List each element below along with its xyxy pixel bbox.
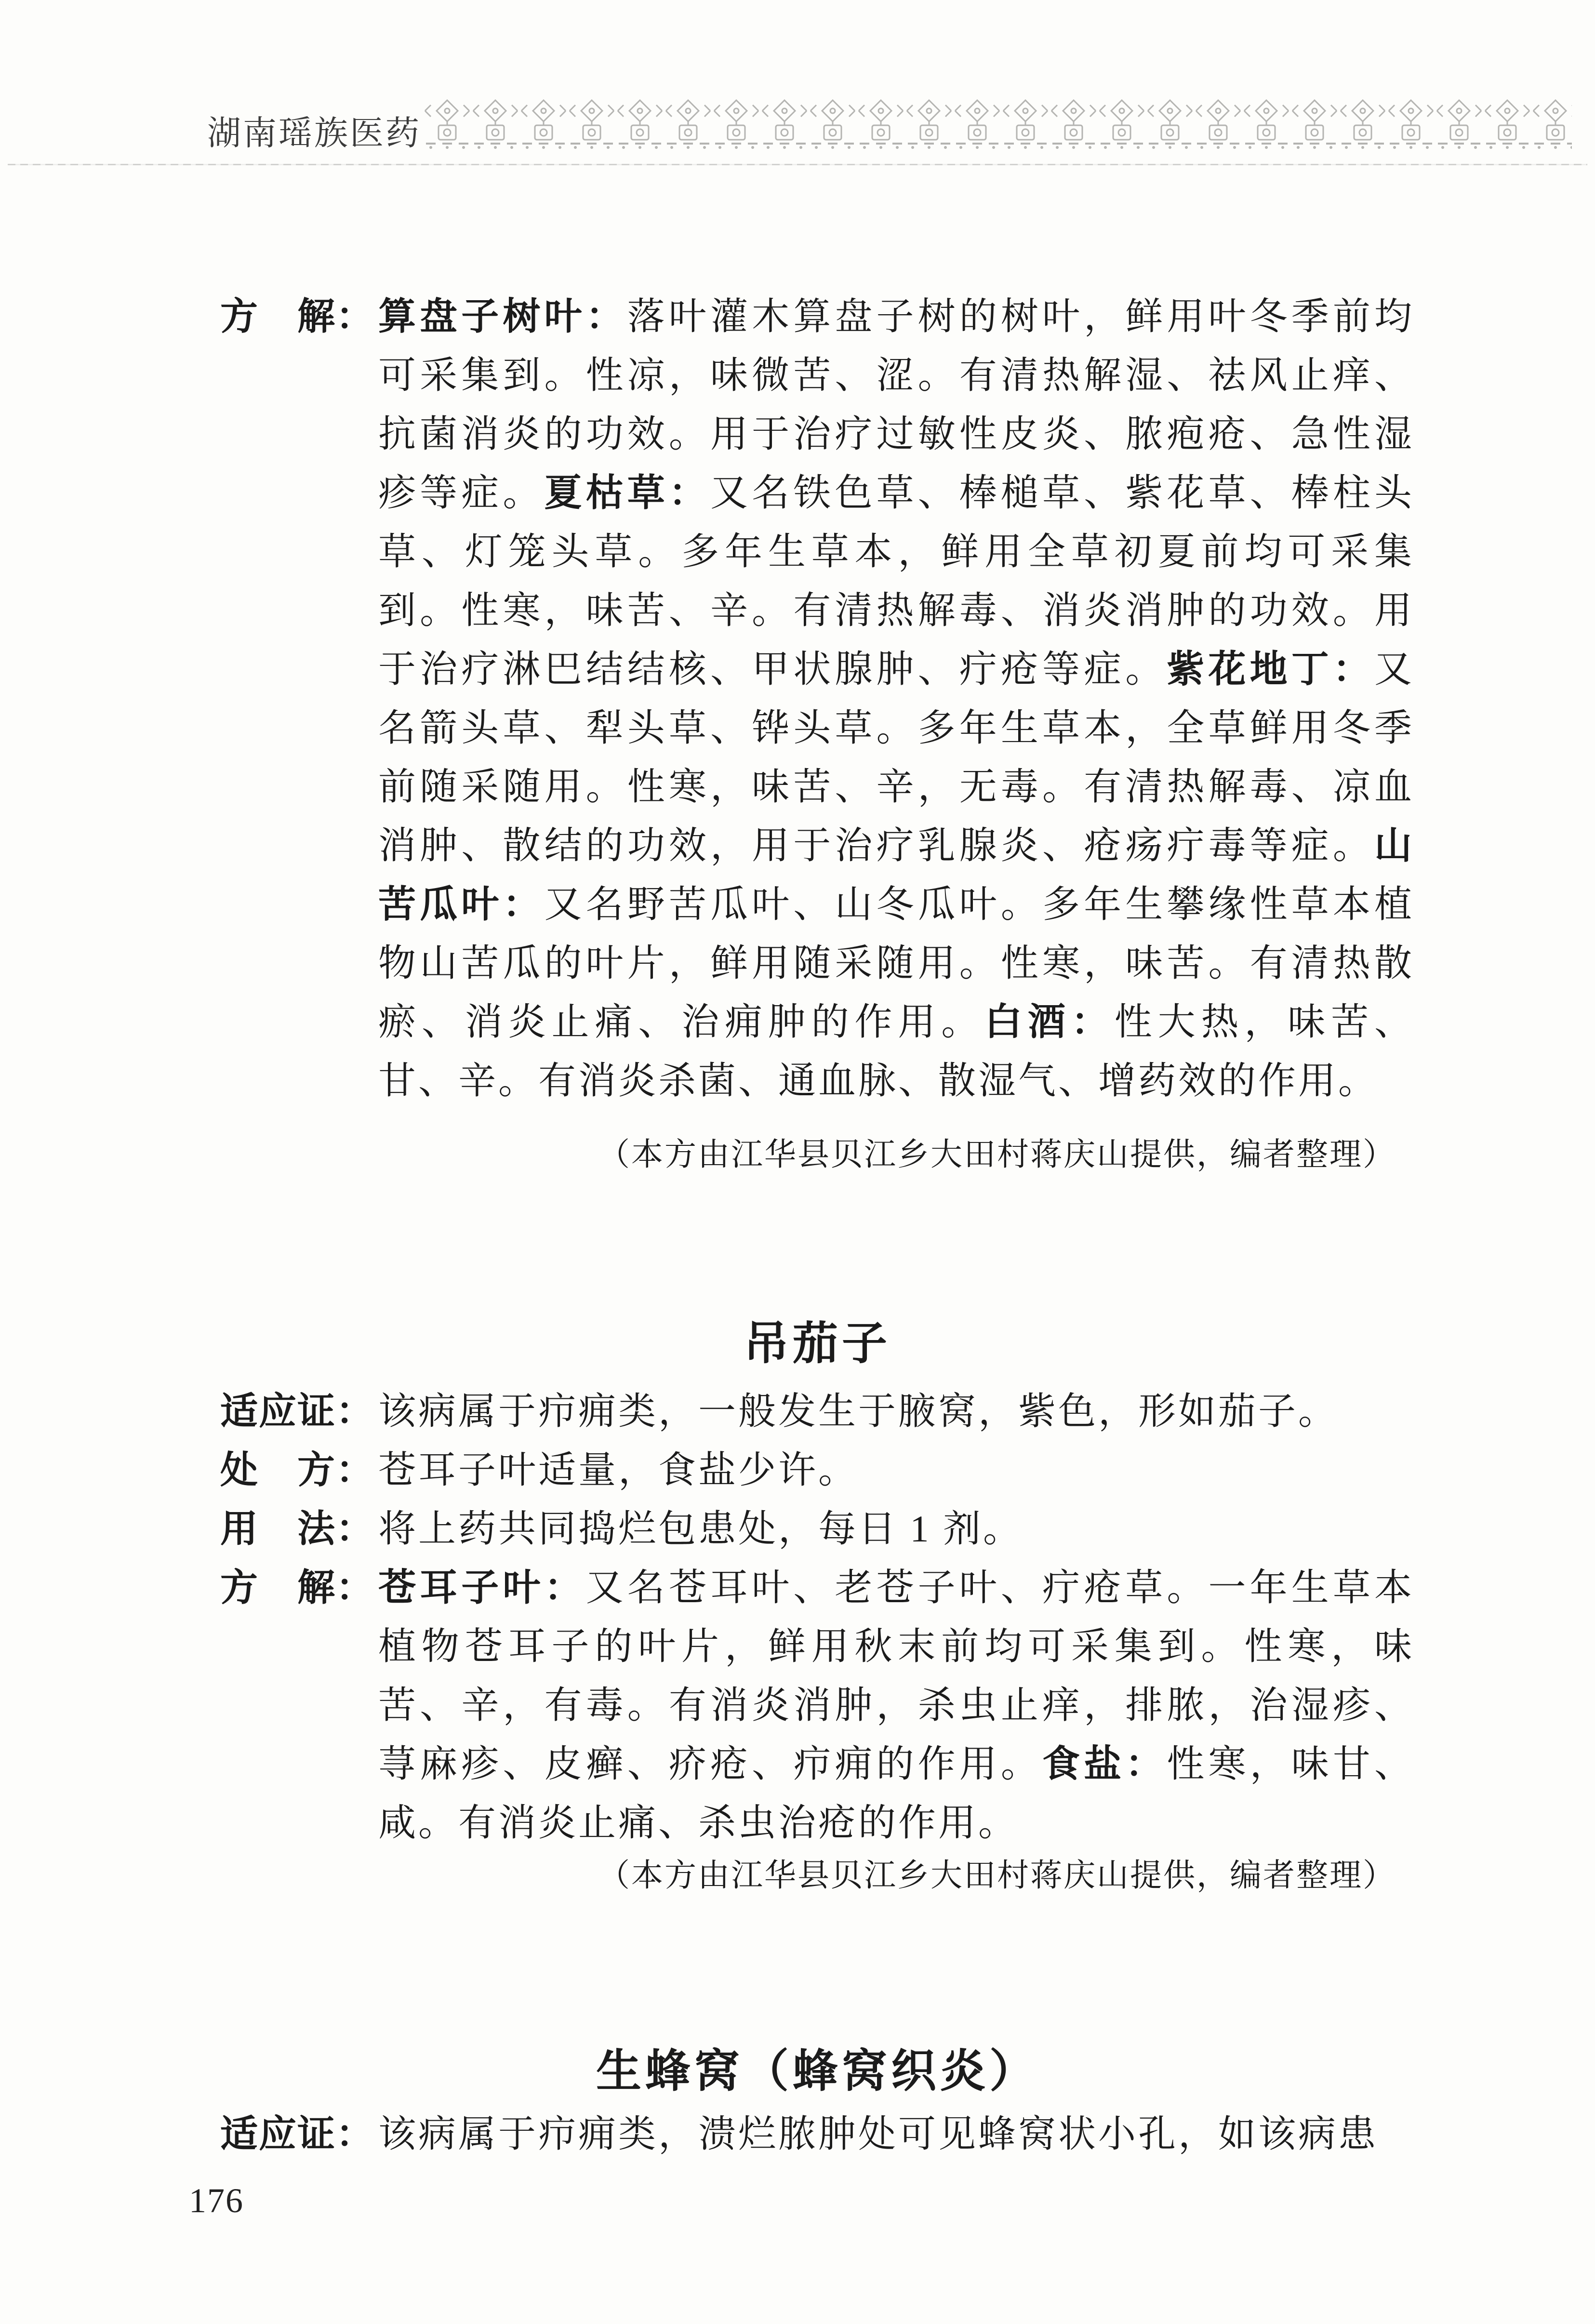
entry-row-fangjie — [220, 1558, 1414, 1852]
entry-row-chufang — [220, 1441, 1414, 1500]
row-label-chufang: 处 方： — [220, 1449, 375, 1491]
row-text: 该病属于疖痈类，溃烂脓肿处可见蜂窝状小孔，如该病患 — [378, 2113, 1379, 2155]
attribution-line: （本方由江华县贝江乡大田村蒋庆山提供，编者整理） — [598, 1137, 1396, 1172]
row-label-yongfa: 用 法： — [220, 1508, 375, 1550]
row-text: 苍耳子叶：又名苍耳叶、老苍子叶、疔疮草。一年生草本植物苍耳子的叶片，鲜用秋末前均可采集到。性寒，味苦、辛，有毒。有消炎消肿，杀虫止痒，排脓，治湿疹、荨麻疹、皮癣、疥疮、疖痈的作用。食盐：性寒，味甘、咸。有消炎止痛、杀虫治疮的作用。 — [378, 1567, 1414, 1844]
entry3-rows — [220, 2105, 1414, 2164]
attribution-line: （本方由江华县贝江乡大田村蒋庆山提供，编者整理） — [598, 1858, 1396, 1893]
entry1-fangjie-paragraph — [220, 287, 1414, 1110]
book-title: 湖南瑶族医药 — [207, 115, 421, 152]
entry2-rows — [220, 1382, 1414, 1852]
row-text: 将上药共同捣烂包患处，每日 1 剂。 — [378, 1508, 1023, 1550]
row-text: 苍耳子叶适量，食盐少许。 — [378, 1449, 859, 1491]
row-label-shiyingzheng: 适应证： — [220, 1390, 375, 1432]
header-ornament-band — [423, 98, 1572, 150]
entry-row-shiyingzheng — [220, 2105, 1414, 2164]
row-text: 该病属于疖痈类，一般发生于腋窝，紫色，形如茄子。 — [378, 1390, 1339, 1432]
row-text: 算盘子树叶：落叶灌木算盘子树的树叶，鲜用叶冬季前均可采集到。性凉，味微苦、涩。有清热解湿、祛风止痒、抗菌消炎的功效。用于治疗过敏性皮炎、脓疱疮、急性湿疹等症。夏枯草：又名铁色草、棒槌草、紫花草、棒柱头草、灯笼头草。多年生草本，鲜用全草初夏前均可采集到。性寒，味苦、辛。有清热解毒、消炎消肿的功效。用于治疗淋巴结结核、甲状腺肿、疔疮等症。紫花地丁：又名箭头草、犁头草、铧头草。多年生草本，全草鲜用冬季前随采随用。性寒，味苦、辛，无毒。有清热解毒、凉血消肿、散结的功效，用于治疗乳腺炎、疮疡疔毒等症。山苦瓜叶：又名野苦瓜叶、山冬瓜叶。多年生攀缘性草本植物山苦瓜的叶片，鲜用随采随用。性寒，味苦。有清热散瘀、消炎止痛、治痈肿的作用。白酒：性大热，味苦、甘、辛。有消炎杀菌、通血脉、散湿气、增药效的作用。 — [378, 295, 1414, 1102]
page-number: 176 — [189, 2181, 244, 2220]
header-divider — [8, 164, 1587, 165]
entry-title-shengfengwo: 生蜂窝（蜂窝织炎） — [596, 2046, 1038, 2097]
row-label-fangjie: 方 解： — [220, 295, 375, 337]
entry-title-diaoqiezi: 吊茄子 — [743, 1319, 891, 1369]
row-label-shiyingzheng: 适应证： — [220, 2113, 375, 2155]
entry-row-yongfa — [220, 1500, 1414, 1558]
row-label-fangjie: 方 解： — [220, 1567, 375, 1608]
entry-row-shiyingzheng — [220, 1382, 1414, 1441]
